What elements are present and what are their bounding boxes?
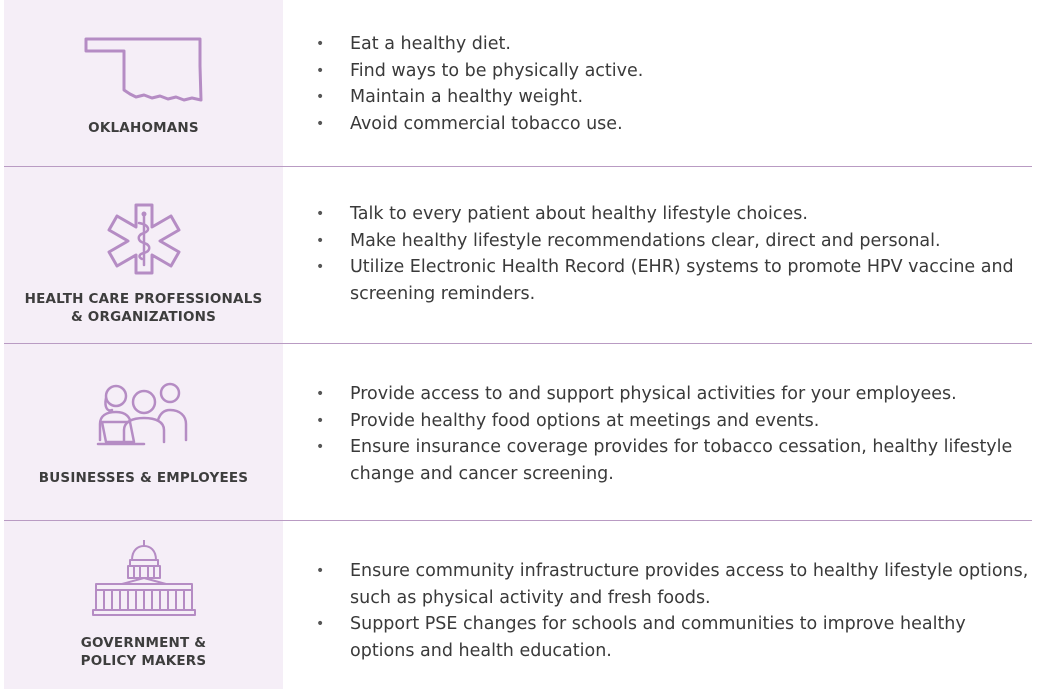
row-divider: [4, 343, 1032, 344]
row-oklahomans: [4, 0, 1032, 166]
group-panel-businesses: [4, 344, 283, 520]
list-item: • Avoid commercial tobacco use.: [316, 113, 623, 134]
group-label-health-care: HEALTH CARE PROFESSIONALS & ORGANIZATIONS: [24, 291, 263, 325]
list-item: • Ensure insurance coverage provides for tobacco cessation, healthy lifestyle change and cancer screening.: [316, 437, 1013, 484]
group-label-businesses: BUSINESSES & EMPLOYEES: [38, 470, 249, 486]
row-divider: [4, 166, 1032, 167]
list-item: • Talk to every patient about healthy lifestyle choices.: [316, 204, 808, 224]
bullet-list-health-care: [310, 201, 1032, 307]
list-item: • Maintain a healthy weight.: [316, 87, 584, 108]
group-label-government: GOVERNMENT & POLICY MAKERS: [80, 635, 207, 669]
list-item: • Utilize Electronic Health Record (EHR) systems to promote HPV vaccine and screening reminders.: [316, 257, 1014, 304]
medical-star-of-life-icon: [106, 201, 182, 277]
list-item: • Ensure community infrastructure provides access to healthy lifestyle options, such as physical activity and fresh foods.: [316, 561, 1029, 608]
list-item: • Provide healthy food options at meetings and events.: [316, 410, 820, 431]
people-group-laptop-icon: [96, 380, 192, 450]
row-health-care: [4, 167, 1032, 343]
row-businesses: [4, 344, 1032, 520]
group-label-oklahomans: OKLAHOMANS: [88, 120, 199, 136]
list-item: • Support PSE changes for schools and communities to improve healthy options and health education.: [316, 614, 966, 661]
list-item: • Find ways to be physically active.: [316, 60, 644, 81]
capitol-building-icon: [92, 538, 196, 618]
group-panel-health-care: [4, 167, 283, 343]
bullet-list-government: [310, 558, 1032, 664]
group-panel-government: [4, 521, 283, 689]
list-item: • Make healthy lifestyle recommendations clear, direct and personal.: [316, 230, 941, 251]
recommendations-table: [4, 0, 1032, 689]
list-item: • Provide access to and support physical activities for your employees.: [316, 384, 957, 404]
bullet-list-oklahomans: [310, 31, 1032, 137]
row-government: [4, 521, 1032, 689]
list-item: • Eat a healthy diet.: [316, 34, 511, 54]
row-divider: [4, 520, 1032, 521]
oklahoma-map-icon: [84, 36, 204, 102]
group-panel-oklahomans: [4, 0, 283, 166]
bullet-list-businesses: [310, 381, 1032, 487]
